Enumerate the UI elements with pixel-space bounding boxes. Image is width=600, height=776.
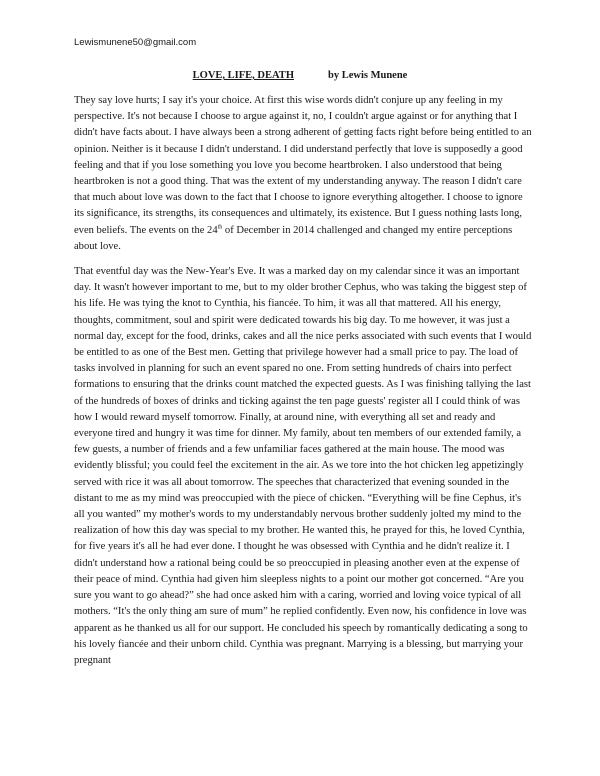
paragraph-2: That eventful day was the New-Year's Eve. It was a marked day on my calendar since it was an important day. It wasn't however important to me, but to my older brother Cephus, who was taking the biggest step of his life. He was tying the knot to Cynthia, his fiancée. To him, it was all that mattered. All his energy, thoughts, commitment, soul and spirit were dedicated towards his big day. To me however, it was just a normal day, except for the food, drinks, cakes and all the nice perks associated with such events that I would be entitled to as one of the Best men. Getting that privilege however had a small price to pay. The load of tasks involved in planning for such an event spared no one. From setting hundreds of chairs into perfect formations to ensuring that the drinks count matched the expected guests. As I was finishing tallying the last of the hundreds of boxes of drinks and ticking against the ten page guests' register all I could think of was how I would reward myself tomorrow. Finally, at around nine, with everything all set and ready and everyone tired and hungry it was time for dinner. My family, about ten members of our extended family, a few guests, a number of friends and a few unfamiliar faces gathered at the main house. The mood was evidently blissful; you could feel the excitement in the air. As we tore into the hot chicken leg appetizingly served with rice it was all about tomorrow. The speeches that characterized that evening sounded in the distant to me as my mind was preoccupied with the piece of chicken. “Everything will be fine Cephus, it's all you wanted” my mother's words to my understandably nervous brother suddenly jolted my mind to the realization of how this day was special to my brother. He wanted this, he prayed for this, he loved Cynthia, for five years it's all he had ever done. I thought he was obsessed with Cynthia and he didn't realize it. I didn't understand how a rational being could be so preoccupied in pleasing another even at the expense of their peace of mind. Cynthia had given him sleepless nights to a point our mother got concerned. “Are you sure you want to go ahead?” she had once asked him with a caring, worried and loving voice typical of all mothers. “It's the only thing am sure of mum” he replied confidently. Even now, his confidence in love was apparent as he thanked us all for our support. He concluded his speech by romantically dedicating a song to his lovely fiancée and their unborn child. Cynthia was pregnant. Marrying is a blessing, but marrying your pregnant bbox=[74, 266, 532, 666]
document-body bbox=[74, 93, 534, 678]
paragraph-1-text-a: They say love hurts; I say it's your choice. At first this wise words didn't conjure up any feeling in my perspective. It's not because I choose to argue against it, no, I couldn't argue against or for anything that I didn't have facts about. I have always been a strong adherent of getting facts right before being entitled to an opinion. Neither is it because I didn't understand. I did understand perfectly that love is supposedly a good feeling and that if you lose something you love you become heartbroken. I also understood that being heartbroken is not a good thing. That was the extent of my understanding anyway. The reason I didn't care that much about love was down to the fact that I choose to ignore everything altogether. I choose to ignore its significance, its strengths, its consequences and ultimately, its existence. But I guess nothing lasts long, even beliefs. The events on the 24 bbox=[74, 95, 532, 236]
ordinal-suffix: th bbox=[217, 224, 223, 231]
document-title: LOVE, LIFE, DEATH bbox=[192, 70, 294, 81]
title-row bbox=[0, 70, 600, 81]
paragraph-1 bbox=[74, 93, 534, 255]
paragraph-1-text-b: of December in 2014 challenged and changed my entire perceptions about love. bbox=[74, 224, 513, 252]
author-byline: by Lewis Munene bbox=[327, 70, 408, 81]
author-email: Lewismunene50@gmail.com bbox=[74, 37, 197, 48]
